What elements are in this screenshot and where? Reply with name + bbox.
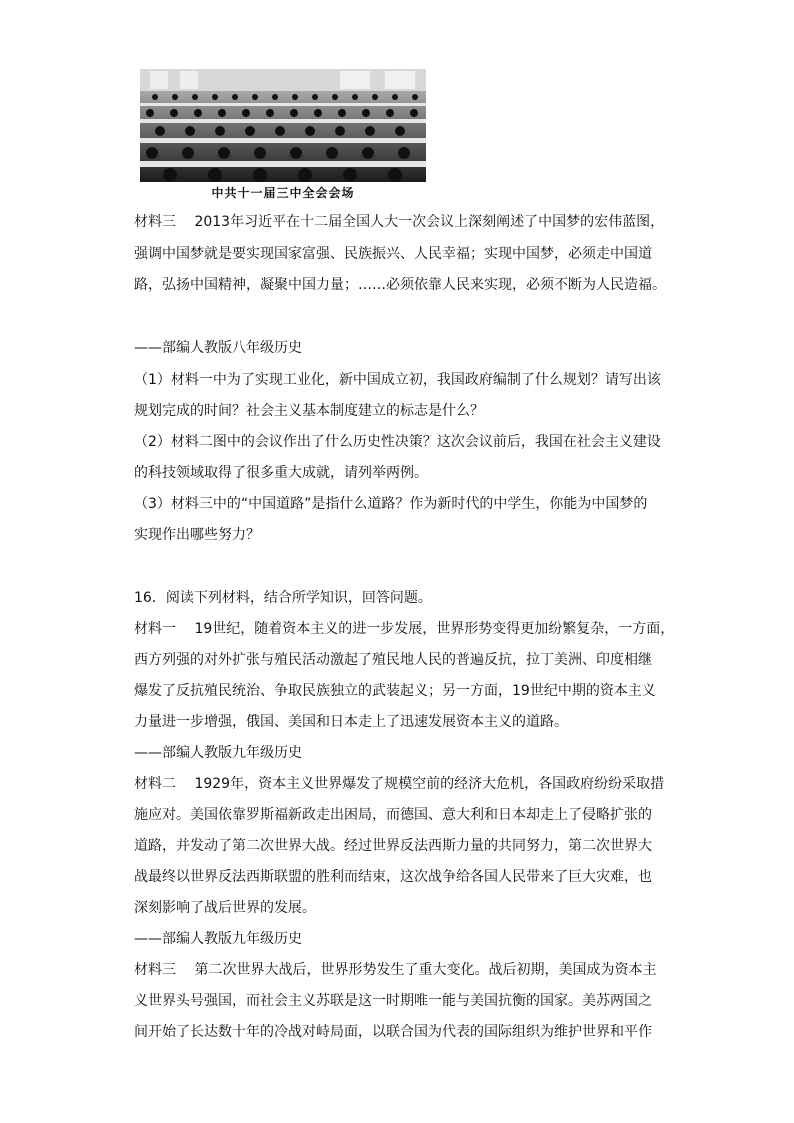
- text-line: 材料三 第二次世界大战后，世界形势发生了重大变化。战后初期，美国成为资本主: [134, 962, 657, 978]
- text-line: 爆发了反抗殖民统治、争取民族独立的武装起义；另一方面，19世纪中期的资本主义: [134, 683, 656, 699]
- text-line: 材料二 1929年，资本主义世界爆发了规模空前的经济大危机，各国政府纷纷采取措: [134, 776, 665, 792]
- text-line: 力量进一步增强，俄国、美国和日本走上了迅速发展资本主义的道路。: [134, 714, 568, 730]
- text-line: 义世界头号强国，而社会主义苏联是这一时期唯一能与美国抗衡的国家。美苏两国之: [134, 993, 652, 1009]
- meeting-hall-photo: [140, 69, 426, 182]
- question-1: （1）材料一中为了实现工业化，新中国成立初，我国政府编制了什么规划？请写出该: [134, 372, 661, 388]
- text-line: 路，弘扬中国精神，凝聚中国力量；……必须依靠人民来实现，必须不断为人民造福。: [134, 277, 666, 293]
- source-note: ——部编人教版九年级历史: [134, 931, 302, 947]
- question-2: （2）材料二图中的会议作出了什么历史性决策？这次会议前后，我国在社会主义建设: [134, 434, 661, 450]
- text-line: 强调中国梦就是要实现国家富强、民族振兴、人民幸福；实现中国梦，必须走中国道: [134, 246, 652, 262]
- text-line: 西方列强的对外扩张与殖民活动激起了殖民地人民的普遍反抗，拉丁美洲、印度相继: [134, 652, 652, 668]
- question-16-heading: 16．阅读下列材料，结合所学知识，回答问题。: [134, 590, 432, 606]
- question-1-cont: 规划完成的时间？社会主义基本制度建立的标志是什么？: [134, 403, 484, 419]
- question-3-cont: 实现作出哪些努力？: [134, 527, 260, 543]
- text-line: 施应对。美国依靠罗斯福新政走出困局，而德国、意大利和日本却走上了侵略扩张的: [134, 807, 652, 823]
- source-note: ——部编人教版八年级历史: [134, 340, 302, 356]
- question-3: （3）材料三中的“中国道路”是指什么道路？作为新时代的中学生，你能为中国梦的: [134, 496, 648, 512]
- text-line: 材料一 19世纪，随着资本主义的进一步发展，世界形势变得更加纷繁复杂，一方面，: [134, 621, 675, 637]
- text-line: 深刻影响了战后世界的发展。: [134, 900, 316, 916]
- text-line: 战最终以世界反法西斯联盟的胜利而结束，这次战争给各国人民带来了巨大灾难，也: [134, 869, 652, 885]
- text-line: 道路，并发动了第二次世界大战。经过世界反法西斯力量的共同努力，第二次世界大: [134, 838, 652, 854]
- question-2-cont: 的科技领域取得了很多重大成就，请列举两例。: [134, 465, 428, 481]
- source-note: ——部编人教版九年级历史: [134, 745, 302, 761]
- text-line: 材料三 2013年习近平在十二届全国人大一次会议上深刻阐述了中国梦的宏伟蓝图，: [134, 214, 665, 230]
- figure-caption: 中共十一届三中全会会场: [211, 186, 355, 200]
- text-line: 间开始了长达数十年的冷战对峙局面，以联合国为代表的国际组织为维护世界和平作: [134, 1024, 652, 1040]
